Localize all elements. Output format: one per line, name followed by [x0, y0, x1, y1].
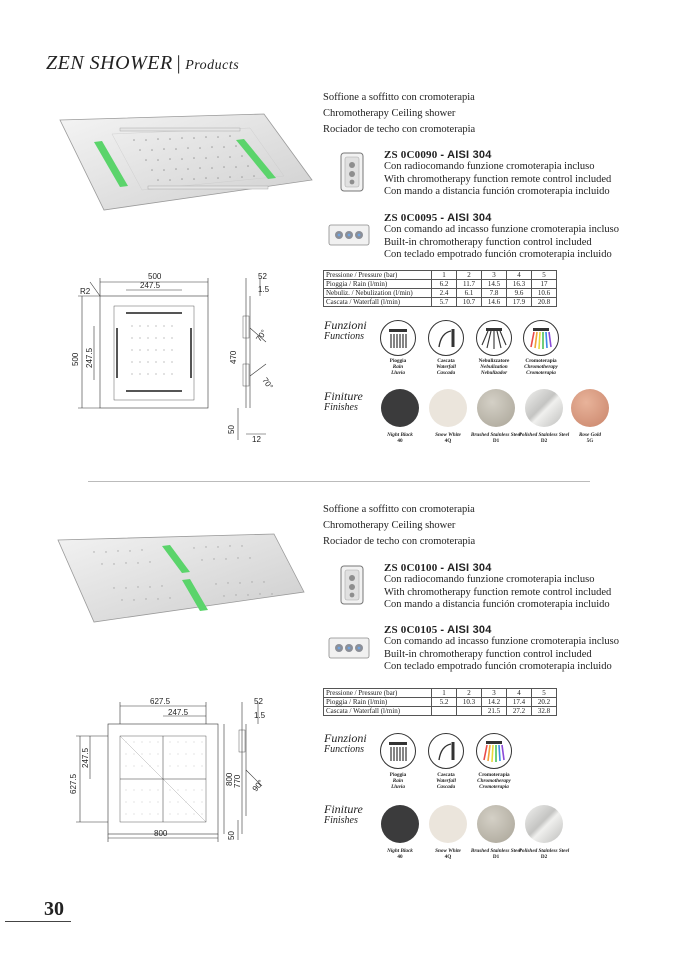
table-row — [324, 289, 557, 298]
dim-side-thickness: 1.5 — [258, 285, 270, 294]
function-name-en: Nebulization — [480, 364, 508, 371]
waterfall-icon — [428, 320, 464, 356]
variant-code: ZS 0C0090 — [384, 149, 438, 161]
finish-code: 40 — [397, 854, 403, 861]
table-cell: 10.6 — [532, 289, 557, 298]
table-cell: 5 — [532, 689, 557, 698]
dim-height-left: 627.5 — [69, 773, 78, 794]
table-cell: 20.2 — [532, 698, 557, 707]
table-cell: 14.5 — [482, 280, 507, 289]
dim-side-height: 470 — [229, 350, 238, 364]
function-name-en: Waterfall — [436, 364, 456, 371]
table-cell: 6.1 — [457, 289, 482, 298]
table-cell: 3 — [482, 271, 507, 280]
table-cell: Cascata / Waterfall (l/min) — [324, 298, 432, 307]
finish-code: 40 — [397, 438, 403, 445]
function-caption-chromotherapy-1 — [513, 358, 569, 377]
page-number: 30 — [44, 898, 64, 920]
variant-line-es: Con mando a distancia función cromoterapia incluido — [384, 186, 610, 197]
finishes-subtitle: Finishes — [324, 815, 358, 826]
function-name-es: Cascada — [436, 370, 456, 377]
table-cell: 1 — [432, 689, 457, 698]
dim-width: 800 — [154, 829, 168, 838]
dim-side-top: 52 — [258, 272, 267, 281]
dim-height: 500 — [71, 352, 80, 366]
table-header-row — [324, 689, 557, 698]
function-name-en: Rain — [392, 364, 404, 371]
table-cell: 21.5 — [482, 707, 507, 716]
finish-code: D2 — [540, 854, 548, 861]
pressure-table-2 — [323, 688, 557, 716]
variant-line-es: Con teclado empotrado función cromoterapia incluido — [384, 249, 612, 260]
variant-zs-0c0095 — [384, 212, 619, 262]
function-name-es: Nebulizador — [480, 370, 508, 377]
remote-control-icon — [340, 152, 364, 192]
variant-line-it: Con radiocomando funzione cromoterapia incluso — [384, 161, 595, 172]
dim-side-depth: 12 — [252, 435, 261, 444]
finish-name: Night Black — [387, 848, 413, 854]
variant-zs-0c0090 — [384, 149, 611, 199]
function-waterfall-2 — [428, 733, 464, 769]
table-cell: 5.2 — [432, 698, 457, 707]
technical-drawing-large — [64, 696, 278, 842]
table-cell: 7.8 — [482, 289, 507, 298]
finish-code: D2 — [540, 438, 548, 445]
description-es: Rociador de techo con cromoterapia — [323, 536, 476, 547]
table-cell: 6.2 — [432, 280, 457, 289]
table-cell: 20.8 — [532, 298, 557, 307]
functions-title-1 — [324, 319, 367, 343]
dim-inner-height: 247.5 — [85, 347, 94, 368]
function-chromotherapy-1 — [523, 320, 559, 356]
table-cell: 10.7 — [457, 298, 482, 307]
remote-control-icon — [340, 565, 364, 605]
finish-swatch-polished-steel — [525, 389, 563, 427]
table-cell: 17.4 — [507, 698, 532, 707]
finishes-title-1 — [324, 390, 363, 414]
finish-swatch-polished-steel — [525, 805, 563, 843]
variant-material: - AISI 304 — [440, 562, 492, 574]
function-name: Cromoterapia — [525, 358, 557, 364]
functions-title: Funzioni — [324, 731, 367, 745]
functions-subtitle: Functions — [324, 744, 364, 755]
dim-side-height: 770 — [233, 774, 242, 788]
functions-subtitle: Functions — [324, 331, 364, 342]
table-cell: 14.2 — [482, 698, 507, 707]
table-cell: 2.4 — [432, 289, 457, 298]
function-name: Nebulizzatore — [478, 358, 510, 364]
finish-swatch-night-black — [381, 805, 419, 843]
table-cell: Cascata / Waterfall (l/min) — [324, 707, 432, 716]
function-name: Cascata — [437, 772, 455, 778]
chromotherapy-icon — [476, 733, 512, 769]
dim-angle: 90° — [250, 778, 266, 794]
table-cell: 3 — [482, 689, 507, 698]
dim-angle-1: 70° — [254, 328, 269, 344]
function-name-es: Cromoterapia — [479, 784, 509, 791]
functions-title-2 — [324, 732, 367, 756]
finish-name: Rose Gold — [578, 432, 602, 438]
dim-side-bottom: 50 — [227, 425, 236, 434]
brand-name: ZEN SHOWER — [46, 52, 173, 74]
table-cell: Pioggia / Rain (l/min) — [324, 280, 432, 289]
finish-swatch-brushed-steel — [477, 389, 515, 427]
table-cell: Pioggia / Rain (l/min) — [324, 698, 432, 707]
finish-name: Brushed Stainless Steel — [470, 432, 522, 438]
dim-side-thickness: 1.5 — [254, 711, 266, 720]
description-es: Rociador de techo con cromoterapia — [323, 124, 476, 135]
variant-material: - AISI 304 — [440, 212, 492, 224]
finishes-subtitle: Finishes — [324, 402, 358, 413]
function-name-es: Cromoterapia — [526, 370, 556, 377]
table-cell: 16.3 — [507, 280, 532, 289]
table-cell: 11.7 — [457, 280, 482, 289]
variant-code-line — [384, 562, 611, 574]
brand-section: Products — [185, 58, 240, 73]
table-cell: 14.6 — [482, 298, 507, 307]
table-row — [324, 280, 557, 289]
finish-swatch-snow-white — [429, 805, 467, 843]
variant-code: ZS 0C0095 — [384, 212, 438, 224]
table-row — [324, 298, 557, 307]
variant-code-line — [384, 212, 619, 224]
dim-inner-width: 247.5 — [168, 708, 189, 717]
table-cell: 32.8 — [532, 707, 557, 716]
function-rain-2 — [380, 733, 416, 769]
finish-code: 4Q — [444, 854, 452, 861]
description-it: Soffione a soffitto con cromoterapia — [323, 504, 475, 515]
rain-icon — [380, 320, 416, 356]
table-cell: 10.3 — [457, 698, 482, 707]
functions-title: Funzioni — [324, 318, 367, 332]
variant-zs-0c0105 — [384, 624, 619, 674]
finishes-title: Finiture — [324, 389, 363, 403]
function-chromotherapy-2 — [476, 733, 512, 769]
variant-material: - AISI 304 — [440, 624, 492, 636]
table-cell: 5 — [532, 271, 557, 280]
table-row — [324, 698, 557, 707]
variant-code: ZS 0C0100 — [384, 562, 438, 574]
technical-drawing-square — [70, 268, 280, 446]
function-name-es: Cascada — [436, 784, 456, 791]
table-cell: 17.9 — [507, 298, 532, 307]
table-cell — [432, 707, 457, 716]
variant-line-en: With chromotherapy function remote control included — [384, 586, 612, 598]
finishes-title-2 — [324, 803, 363, 827]
finish-swatch-brushed-steel — [477, 805, 515, 843]
finish-name: Polished Stainless Steel — [518, 848, 570, 854]
dim-width-top: 627.5 — [150, 697, 171, 706]
dim-inner-height: 247.5 — [81, 747, 90, 768]
table-cell: 2 — [457, 689, 482, 698]
table-cell: 2 — [457, 271, 482, 280]
function-name: Pioggia — [389, 358, 407, 364]
chromotherapy-icon — [523, 320, 559, 356]
description-en: Chromotherapy Ceiling shower — [323, 108, 456, 119]
finish-caption-rose-gold — [560, 432, 620, 444]
variant-code: ZS 0C0105 — [384, 624, 438, 636]
dim-width: 500 — [148, 272, 162, 281]
finish-swatch-night-black — [381, 389, 419, 427]
function-name: Cascata — [437, 358, 455, 364]
table-cell — [457, 707, 482, 716]
variant-line-it: Con comando ad incasso funzione cromoterapia incluso — [384, 636, 620, 647]
keypad-control-icon — [328, 224, 370, 246]
finish-code: 5G — [586, 438, 594, 445]
function-name-en: Chromotherapy — [477, 778, 511, 785]
dim-side-top: 52 — [254, 697, 263, 706]
nebulization-icon — [476, 320, 512, 356]
function-name-en: Waterfall — [436, 778, 456, 785]
function-nebulization-1 — [476, 320, 512, 356]
variant-code-line — [384, 624, 619, 636]
finish-code: 4Q — [444, 438, 452, 445]
variant-material: - AISI 304 — [440, 149, 492, 161]
variant-line-es: Con teclado empotrado función cromoterapia incluido — [384, 661, 612, 672]
variant-line-en: Built-in chromotherapy function control included — [384, 236, 592, 248]
dim-height: 800 — [225, 772, 234, 786]
table-cell: 4 — [507, 689, 532, 698]
finish-swatch-rose-gold — [571, 389, 609, 427]
finish-name: Brushed Stainless Steel — [470, 848, 522, 854]
table-cell: 9.6 — [507, 289, 532, 298]
footer-rule — [5, 921, 71, 922]
brand-header — [46, 52, 239, 75]
variant-line-en: Built-in chromotherapy function control included — [384, 648, 592, 660]
section-divider — [88, 481, 590, 482]
variant-line-it: Con comando ad incasso funzione cromoterapia incluso — [384, 224, 620, 235]
product-2-description — [323, 502, 475, 550]
function-name-es: Lluvia — [391, 370, 405, 377]
finish-swatch-snow-white — [429, 389, 467, 427]
finish-name: Snow White — [435, 848, 461, 854]
finishes-title: Finiture — [324, 802, 363, 816]
table-cell: 4 — [507, 271, 532, 280]
dim-side-bottom: 50 — [227, 831, 236, 840]
table-cell: Pressione / Pressure (bar) — [324, 689, 432, 698]
function-waterfall-1 — [428, 320, 464, 356]
variant-line-it: Con radiocomando funzione cromoterapia incluso — [384, 574, 595, 585]
table-row — [324, 707, 557, 716]
dim-radius: R2 — [80, 287, 91, 296]
function-name: Pioggia — [389, 772, 407, 778]
product-photo-large-shower — [54, 532, 306, 624]
function-name: Cromoterapia — [478, 772, 510, 778]
function-name-es: Lluvia — [391, 784, 405, 791]
function-name-en: Chromotherapy — [524, 364, 558, 371]
variant-zs-0c0100 — [384, 562, 611, 612]
finish-name: Snow White — [435, 432, 461, 438]
variant-line-es: Con mando a distancia función cromoterapia incluido — [384, 599, 610, 610]
rain-icon — [380, 733, 416, 769]
table-header-row — [324, 271, 557, 280]
dim-inner-width: 247.5 — [140, 281, 161, 290]
table-cell: Pressione / Pressure (bar) — [324, 271, 432, 280]
finish-code: D1 — [492, 438, 500, 445]
waterfall-icon — [428, 733, 464, 769]
description-en: Chromotherapy Ceiling shower — [323, 520, 456, 531]
finish-name: Polished Stainless Steel — [518, 432, 570, 438]
pressure-table-1 — [323, 270, 557, 307]
dim-angle-2: 70° — [260, 375, 275, 392]
function-rain-1 — [380, 320, 416, 356]
product-photo-square-shower — [54, 110, 314, 214]
finish-code: D1 — [492, 854, 500, 861]
finish-caption-polished-steel — [514, 848, 574, 860]
table-cell: 1 — [432, 271, 457, 280]
function-caption-chromotherapy-2 — [466, 772, 522, 791]
function-name-en: Rain — [392, 778, 404, 785]
finish-name: Night Black — [387, 432, 413, 438]
table-cell: Nebuliz. / Nebulization (l/min) — [324, 289, 432, 298]
table-cell: 5.7 — [432, 298, 457, 307]
keypad-control-icon — [328, 637, 370, 659]
brand-separator: | — [176, 52, 182, 74]
variant-code-line — [384, 149, 611, 161]
product-1-description — [323, 90, 475, 138]
table-cell: 27.2 — [507, 707, 532, 716]
table-cell: 17 — [532, 280, 557, 289]
variant-line-en: With chromotherapy function remote control included — [384, 173, 612, 185]
description-it: Soffione a soffitto con cromoterapia — [323, 92, 475, 103]
